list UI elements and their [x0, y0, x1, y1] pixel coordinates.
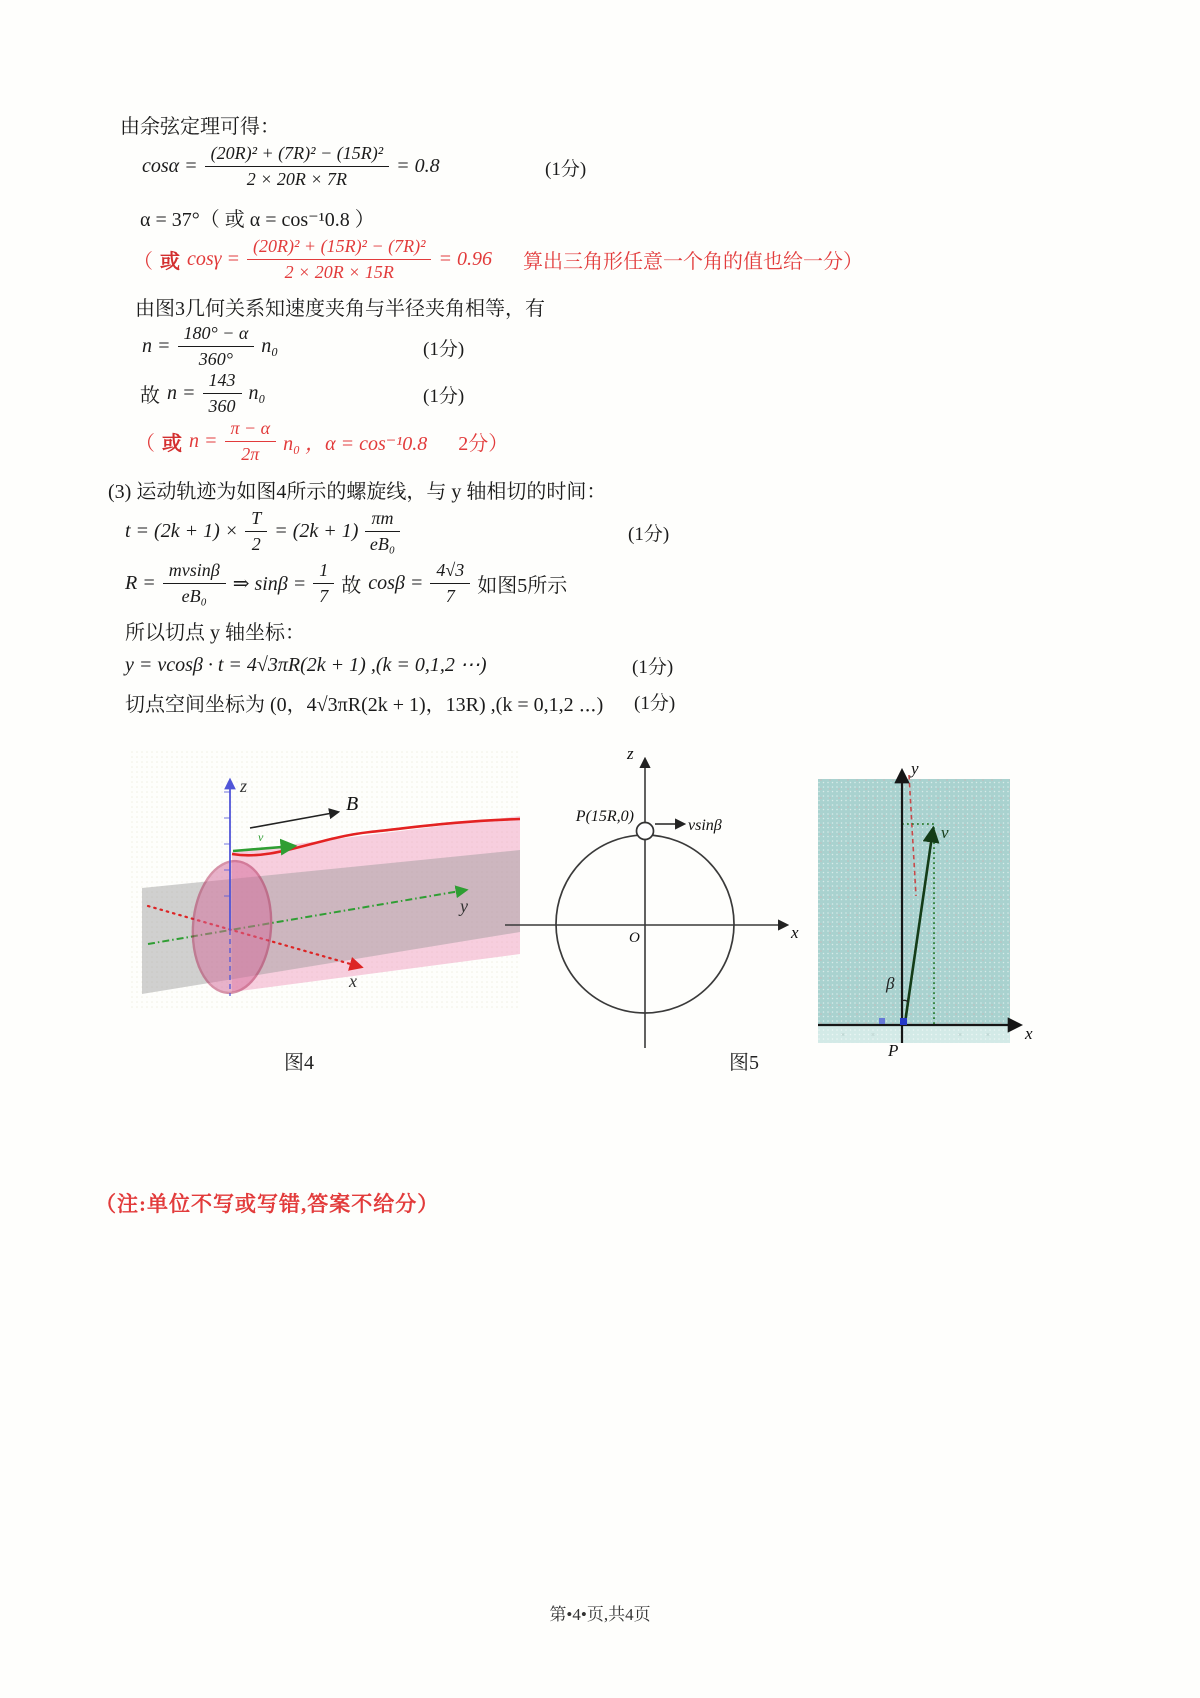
formula-n-alt [135, 414, 508, 468]
text-line-alpha-value [140, 203, 375, 232]
fraction [163, 559, 226, 607]
fraction-denominator: eB₀ [181, 585, 207, 606]
score-mark: (1分) [423, 339, 465, 360]
formula-lhs: n = [189, 429, 218, 452]
text-line-geometry [135, 292, 545, 321]
fraction [247, 235, 431, 283]
svg-text:×: × [958, 1031, 962, 1039]
velocity-label: v [258, 830, 264, 844]
formula-lhs: n = [167, 381, 196, 404]
text-line-cosine-rule [120, 110, 280, 139]
formula-rhs: n₀ [261, 334, 279, 357]
text-line-part3 [108, 475, 606, 504]
open-paren: （ [135, 432, 155, 455]
point-p-label: P(15R,0) [575, 808, 634, 825]
fraction-denominator: 360° [198, 348, 233, 369]
formula-mid: cosβ = [368, 571, 424, 594]
formula-lhs: n = [142, 334, 171, 357]
fraction-denominator: eB₀ [369, 533, 396, 554]
magnetic-field-label: B [346, 793, 359, 815]
formula-n-value [140, 366, 265, 420]
grading-remark: 算出三角形任意一个角的值也给一分） [522, 250, 863, 273]
x-axis-label: x [1025, 1024, 1033, 1043]
score-mark: (1分) [628, 524, 670, 545]
fraction-numerator: mvsinβ [163, 559, 226, 584]
fraction-denominator: 360 [208, 395, 236, 416]
formula-y-coordinate [125, 652, 487, 677]
z-axis-label: z [627, 745, 634, 763]
line-text: 由图3几何关系知速度夹角与半径夹角相等，有 [135, 298, 545, 320]
figure6-velocity-decomposition [808, 758, 1063, 1060]
fraction-numerator: 180° − α [178, 322, 255, 347]
formula-cos-alpha [142, 139, 440, 193]
fraction [205, 142, 389, 190]
svg-text:×: × [841, 1031, 845, 1039]
velocity-component-label: vsinβ [688, 817, 722, 834]
lower-band-dots [818, 1025, 1010, 1043]
fraction-numerator: 143 [203, 369, 242, 394]
y-axis-label: y [911, 759, 919, 778]
figure4-helix-3d [130, 700, 520, 1010]
fraction-denominator: 7 [319, 585, 329, 606]
score-mark: (1分) [632, 657, 674, 678]
field-region-dots2 [818, 779, 1010, 1043]
formula-lhs: R = [125, 571, 156, 594]
score-mark: 2分） [458, 432, 509, 455]
or-label: 或 [160, 250, 180, 273]
open-paren: （ [133, 250, 153, 273]
fraction [178, 322, 255, 370]
z-axis-label: z [240, 776, 248, 796]
text-line-tangent-coord [125, 616, 305, 645]
fraction-numerator: 1 [313, 559, 334, 584]
fraction-denominator: 2 × 20R × 7R [246, 168, 348, 189]
formula-mid: = (2k + 1) [274, 519, 359, 542]
formula-lhs: cosγ = [187, 247, 241, 270]
fraction-denominator: 7 [445, 585, 455, 606]
x-axis-label: x [791, 923, 799, 942]
line-text: 切点空间坐标为 (0，4√3πR(2k + 1)，13R) ,(k = 0,1,2 ⋯) [125, 694, 604, 716]
y-axis-label: y [460, 896, 468, 916]
figure4-caption: 图4 [284, 1052, 314, 1074]
fraction-numerator: (20R)² + (15R)² − (7R)² [247, 235, 431, 260]
formula-mid: ⇒ sinβ = [232, 572, 307, 595]
formula-radius [125, 556, 567, 610]
x-axis-label: x [349, 971, 357, 991]
fraction-numerator: T [245, 507, 267, 532]
hence-label: 故 [341, 574, 362, 597]
point-p-label: P [888, 1041, 899, 1060]
fraction-denominator: 2π [241, 443, 260, 464]
fraction [225, 417, 277, 465]
figure5-circle-xz [495, 745, 815, 1060]
fraction [245, 507, 267, 555]
fraction [203, 369, 242, 417]
score-mark: (1分) [545, 159, 587, 180]
formula-lhs: t = (2k + 1) × [125, 519, 239, 542]
formula-n [142, 319, 278, 373]
fraction [430, 559, 470, 607]
formula-rhs: = 0.96 [438, 247, 492, 270]
fraction-denominator: 2 [251, 533, 261, 554]
origin-label: O [629, 930, 640, 946]
svg-text:×: × [986, 1031, 990, 1039]
formula-rhs: n₀ ，α = cos⁻¹0.8 [283, 432, 428, 455]
line-text: y = vcosβ · t = 4√3πR(2k + 1) ,(k = 0,1,2 ⋯) [125, 654, 487, 676]
fraction [313, 559, 334, 607]
fraction-numerator: π − α [225, 417, 277, 442]
score-mark: (1分) [423, 386, 465, 407]
grading-note: （注:单位不写或写错,答案不给分） [95, 1192, 440, 1216]
line-text: (3) 运动轨迹为如图4所示的螺旋线，与 y 轴相切的时间： [108, 481, 607, 503]
velocity-label: v [941, 823, 949, 842]
blue-marker-origin [900, 1018, 907, 1025]
beta-angle-label: β [886, 974, 895, 993]
fraction-denominator: 2 × 20R × 15R [284, 261, 394, 282]
line-text: 由余弦定理可得： [120, 116, 280, 138]
formula-rhs: = 0.8 [396, 154, 440, 177]
formula-rhs: n₀ [248, 381, 266, 404]
fraction-numerator: πm [365, 507, 399, 532]
fraction [365, 507, 399, 555]
blue-marker-left [879, 1018, 885, 1024]
figure-reference: 如图5所示 [477, 574, 568, 597]
line-text: 所以切点 y 轴坐标： [125, 622, 305, 644]
figure5-caption: 图5 [729, 1052, 759, 1074]
svg-text:×: × [871, 1031, 875, 1039]
fraction-numerator: (20R)² + (7R)² − (15R)² [205, 142, 389, 167]
hence-label: 故 [140, 384, 160, 407]
formula-lhs: cosα = [142, 154, 198, 177]
score-mark: (1分) [634, 693, 676, 714]
line-text: α = 37°（ 或 α = cos⁻¹0.8 ） [140, 209, 375, 231]
particle-marker [637, 823, 654, 840]
formula-cos-gamma-alt [133, 232, 863, 286]
formula-t [125, 504, 400, 558]
or-label: 或 [162, 432, 182, 455]
page-footer: 第•4•页,共4页 [549, 1605, 651, 1624]
fraction-numerator: 4√3 [430, 559, 470, 584]
